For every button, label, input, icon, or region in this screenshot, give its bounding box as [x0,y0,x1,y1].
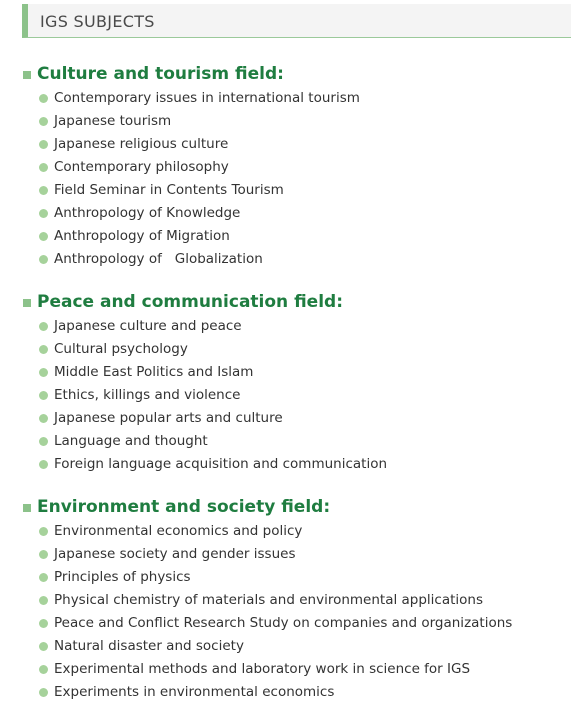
section-culture-tourism [0,62,571,272]
bullet-dot-icon [39,619,48,628]
section-title: Culture and tourism field: [37,64,284,84]
page-title: IGS SUBJECTS [40,12,155,31]
bullet-dot-icon [39,163,48,172]
subject-label: Natural disaster and society [54,638,244,654]
subject-label: Contemporary philosophy [54,159,229,175]
list-item [0,362,571,385]
subject-label: Peace and Conflict Research Study on companies and organizations [54,615,513,631]
square-bullet-icon [23,71,31,79]
subject-label: Principles of physics [54,569,191,585]
subject-label: Experimental methods and laboratory work in science for IGS [54,661,471,677]
bullet-dot-icon [39,232,48,241]
subject-label: Ethics, killings and violence [54,387,241,403]
subject-label: Physical chemistry of materials and environmental applications [54,592,484,608]
list-item [0,636,571,659]
list-item [0,567,571,590]
subject-label: Japanese tourism [54,113,172,129]
list-item [0,659,571,682]
subject-label: Foreign language acquisition and communication [54,456,388,472]
section-title: Environment and society field: [37,497,331,517]
section-heading [0,62,571,88]
bullet-dot-icon [39,573,48,582]
bullet-dot-icon [39,527,48,536]
subject-label: Japanese society and gender issues [54,546,296,562]
list-item [0,249,571,272]
subject-label: Japanese religious culture [54,136,229,152]
list-item [0,682,571,705]
list-item [0,544,571,567]
bullet-dot-icon [39,345,48,354]
subject-label: Field Seminar in Contents Tourism [54,182,284,198]
list-item [0,203,571,226]
bullet-dot-icon [39,186,48,195]
list-item [0,316,571,339]
bullet-dot-icon [39,94,48,103]
bullet-dot-icon [39,368,48,377]
bullet-dot-icon [39,665,48,674]
bullet-dot-icon [39,322,48,331]
list-item [0,157,571,180]
section-environment-society [0,495,571,705]
square-bullet-icon [23,299,31,307]
subjects-header [22,4,571,38]
list-item [0,111,571,134]
bullet-dot-icon [39,642,48,651]
subject-label: Language and thought [54,433,208,449]
bullet-dot-icon [39,140,48,149]
bullet-dot-icon [39,688,48,697]
bullet-dot-icon [39,391,48,400]
bullet-dot-icon [39,209,48,218]
list-item [0,454,571,477]
list-item [0,226,571,249]
section-heading [0,495,571,521]
list-item [0,134,571,157]
square-bullet-icon [23,504,31,512]
subject-label: Japanese popular arts and culture [54,410,283,426]
subject-label: Middle East Politics and Islam [54,364,254,380]
subject-label: Anthropology of Globalization [54,251,263,267]
bullet-dot-icon [39,550,48,559]
section-heading [0,290,571,316]
subject-label: Cultural psychology [54,341,188,357]
list-item [0,613,571,636]
subject-label: Environmental economics and policy [54,523,303,539]
list-item [0,521,571,544]
bullet-dot-icon [39,117,48,126]
list-item [0,88,571,111]
bullet-dot-icon [39,437,48,446]
bullet-dot-icon [39,255,48,264]
bullet-dot-icon [39,460,48,469]
section-peace-communication [0,290,571,477]
subject-label: Japanese culture and peace [54,318,242,334]
section-title: Peace and communication field: [37,292,343,312]
subject-label: Contemporary issues in international tourism [54,90,360,106]
subject-label: Experiments in environmental economics [54,684,335,700]
list-item [0,408,571,431]
subject-label: Anthropology of Knowledge [54,205,241,221]
subject-label: Anthropology of Migration [54,228,230,244]
bullet-dot-icon [39,596,48,605]
list-item [0,385,571,408]
list-item [0,431,571,454]
list-item [0,339,571,362]
list-item [0,180,571,203]
bullet-dot-icon [39,414,48,423]
list-item [0,590,571,613]
